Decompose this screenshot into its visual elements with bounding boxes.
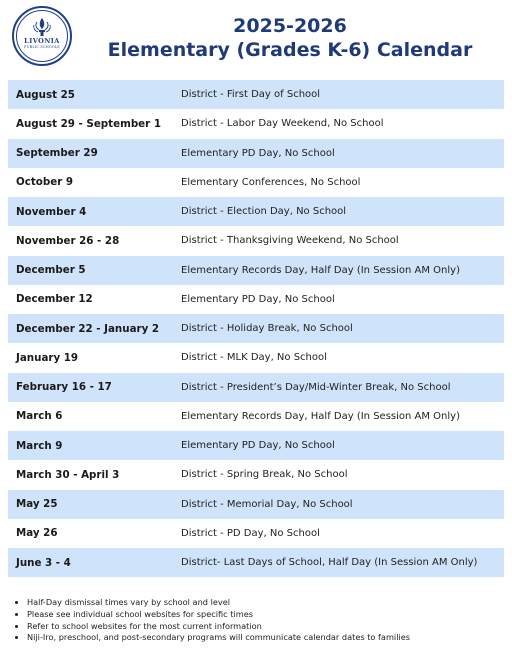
row-date: November 4 <box>16 205 87 218</box>
row-event: Elementary PD Day, No School <box>181 147 335 159</box>
table-row <box>8 431 504 460</box>
row-date: March 30 - April 3 <box>16 468 120 481</box>
page-title <box>80 15 500 63</box>
table-row <box>8 314 504 343</box>
table-row <box>8 109 504 138</box>
row-event: District - Labor Day Weekend, No School <box>181 118 384 130</box>
torch-icon <box>31 17 53 37</box>
row-event: Elementary Conferences, No School <box>181 176 361 188</box>
table-row <box>8 139 504 168</box>
table-row <box>8 402 504 431</box>
table-row <box>8 256 504 285</box>
row-event: District - President’s Day/Mid-Winter Break, No School <box>181 381 451 393</box>
row-date: January 19 <box>16 351 79 364</box>
row-event: District - Spring Break, No School <box>181 469 348 481</box>
row-event: District - First Day of School <box>181 89 321 101</box>
row-date: May 26 <box>16 527 58 540</box>
logo-seal <box>16 10 68 62</box>
table-row <box>8 168 504 197</box>
row-event: District - Election Day, No School <box>181 206 347 218</box>
table-row <box>8 490 504 519</box>
title-year: 2025-2026 <box>233 15 347 37</box>
row-event: District - Holiday Break, No School <box>181 323 353 335</box>
table-row <box>8 197 504 226</box>
row-event: District- Last Days of School, Half Day (In Session AM Only) <box>181 557 478 569</box>
table-row <box>8 343 504 372</box>
row-date: March 6 <box>16 410 63 423</box>
row-date: December 12 <box>16 293 93 306</box>
note-item: • Please see individual school websites for specific times <box>27 609 410 621</box>
row-event: Elementary PD Day, No School <box>181 293 335 305</box>
row-event: District - MLK Day, No School <box>181 352 327 364</box>
row-event: District - Thanksgiving Weekend, No School <box>181 235 399 247</box>
row-date: September 29 <box>16 147 98 160</box>
calendar-table <box>8 80 504 577</box>
row-date: March 9 <box>16 439 63 452</box>
table-row <box>8 519 504 548</box>
row-event: District - Memorial Day, No School <box>181 498 353 510</box>
row-date: February 16 - 17 <box>16 381 112 394</box>
row-date: December 5 <box>16 264 86 277</box>
row-event: Elementary Records Day, Half Day (In Session AM Only) <box>181 264 460 276</box>
row-date: October 9 <box>16 176 74 189</box>
row-event: Elementary Records Day, Half Day (In Session AM Only) <box>181 410 460 422</box>
table-row <box>8 285 504 314</box>
row-date: November 26 - 28 <box>16 234 120 247</box>
table-row <box>8 80 504 109</box>
row-date: August 29 - September 1 <box>16 117 161 130</box>
row-date: June 3 - 4 <box>16 556 71 569</box>
note-item: • Refer to school websites for the most current information <box>27 621 410 633</box>
row-event: District - PD Day, No School <box>181 527 320 539</box>
row-date: August 25 <box>16 88 75 101</box>
table-row <box>8 460 504 489</box>
table-row <box>8 548 504 577</box>
logo-name: LIVONIA <box>24 37 60 45</box>
note-item: • Niji-Iro, preschool, and post-secondary programs will communicate calendar dates to families <box>27 632 410 644</box>
notes-list <box>16 597 410 644</box>
row-date: May 25 <box>16 498 58 511</box>
livonia-logo <box>12 6 72 66</box>
table-row <box>8 373 504 402</box>
logo-subtitle: PUBLIC SCHOOLS <box>24 44 60 49</box>
title-heading: Elementary (Grades K-6) Calendar <box>107 39 473 61</box>
row-date: December 22 - January 2 <box>16 322 160 335</box>
row-event: Elementary PD Day, No School <box>181 440 335 452</box>
table-row <box>8 226 504 255</box>
note-item: • Half-Day dismissal times vary by school and level <box>27 597 410 609</box>
